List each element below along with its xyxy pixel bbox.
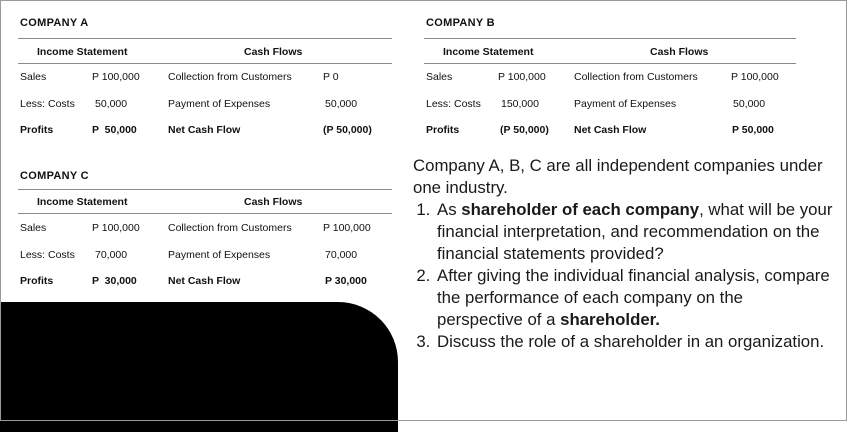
company-a-title: COMPANY A — [20, 17, 89, 29]
company-a-cf-value: 50,000 — [325, 98, 358, 110]
company-c-cf-value: P 100,000 — [323, 222, 371, 234]
company-c-cf-value: P 30,000 — [325, 275, 367, 287]
company-a-cf-value: P 0 — [323, 71, 339, 83]
company-c-income-header: Income Statement — [37, 196, 128, 208]
company-a-cf-label: Payment of Expenses — [168, 98, 271, 110]
q1-text-end: , what will be your financial interpretation, and recommendation on the financial statements provided? — [437, 200, 833, 263]
company-c-title: COMPANY C — [20, 170, 89, 182]
company-c-row-value: P 100,000 — [92, 222, 140, 234]
company-b-row-value: 150,000 — [501, 98, 539, 110]
company-b-row-label: Sales — [426, 71, 453, 83]
company-b-cash-header: Cash Flows — [650, 46, 709, 58]
company-c-row-label: Less: Costs — [20, 249, 75, 261]
company-b-cf-label: Collection from Customers — [574, 71, 698, 83]
company-c-cf-label: Payment of Expenses — [168, 249, 271, 261]
q2-bold-text: shareholder. — [560, 310, 660, 329]
company-b-row-value: P 100,000 — [498, 71, 546, 83]
q1-bold-text: shareholder of each company — [461, 200, 700, 219]
company-b-cf-value: 50,000 — [733, 98, 766, 110]
company-a-header-rule — [18, 63, 392, 64]
company-a-cf-label: Collection from Customers — [168, 71, 292, 83]
company-c-cf-value: 70,000 — [325, 249, 358, 261]
q3-text: Discuss the role of a shareholder in an organization. — [437, 332, 825, 351]
intro-text: Company A, B, C are all independent companies under one industry. — [413, 156, 823, 197]
q2-text-start: After giving the individual financial analysis, compare the performance of each company on the perspective of a — [437, 266, 830, 329]
company-b-top-rule — [424, 38, 796, 39]
company-c-row-label: Sales — [20, 222, 47, 234]
company-a-row-label: Less: Costs — [20, 98, 75, 110]
q1-text-start: As — [437, 200, 462, 219]
company-c-cf-label: Collection from Customers — [168, 222, 292, 234]
company-b-income-header: Income Statement — [443, 46, 534, 58]
company-c-row-value: P 30,000 — [92, 275, 137, 287]
company-a-cf-value: (P 50,000) — [323, 124, 372, 136]
company-c-row-label: Profits — [20, 275, 54, 287]
company-a-row-value: 50,000 — [95, 98, 128, 110]
company-c-cash-header: Cash Flows — [244, 196, 303, 208]
company-a-cash-header: Cash Flows — [244, 46, 303, 58]
question-item — [435, 265, 833, 331]
redaction-block — [0, 302, 398, 432]
company-a-income-header: Income Statement — [37, 46, 128, 58]
company-b-cf-value: P 100,000 — [731, 71, 779, 83]
company-b-cf-label: Payment of Expenses — [574, 98, 677, 110]
company-b-cf-value: P 50,000 — [732, 124, 774, 136]
company-a-row-label: Profits — [20, 124, 54, 136]
question-item — [435, 199, 833, 265]
company-a-cf-label: Net Cash Flow — [168, 124, 241, 136]
company-b-title: COMPANY B — [426, 17, 495, 29]
company-a-row-value: P 50,000 — [92, 124, 137, 136]
question-list — [413, 199, 833, 353]
company-a-row-value: P 100,000 — [92, 71, 140, 83]
company-c-top-rule — [18, 189, 392, 190]
company-c-row-value: 70,000 — [95, 249, 128, 261]
assignment-questions — [413, 155, 833, 353]
company-a-top-rule — [18, 38, 392, 39]
company-b-cf-label: Net Cash Flow — [574, 124, 647, 136]
company-b-header-rule — [424, 63, 796, 64]
company-b-row-label: Less: Costs — [426, 98, 481, 110]
company-a-row-label: Sales — [20, 71, 47, 83]
company-c-header-rule — [18, 213, 392, 214]
company-b-row-value: (P 50,000) — [500, 124, 549, 136]
question-item — [435, 331, 833, 353]
company-b-row-label: Profits — [426, 124, 460, 136]
company-c-cf-label: Net Cash Flow — [168, 275, 241, 287]
